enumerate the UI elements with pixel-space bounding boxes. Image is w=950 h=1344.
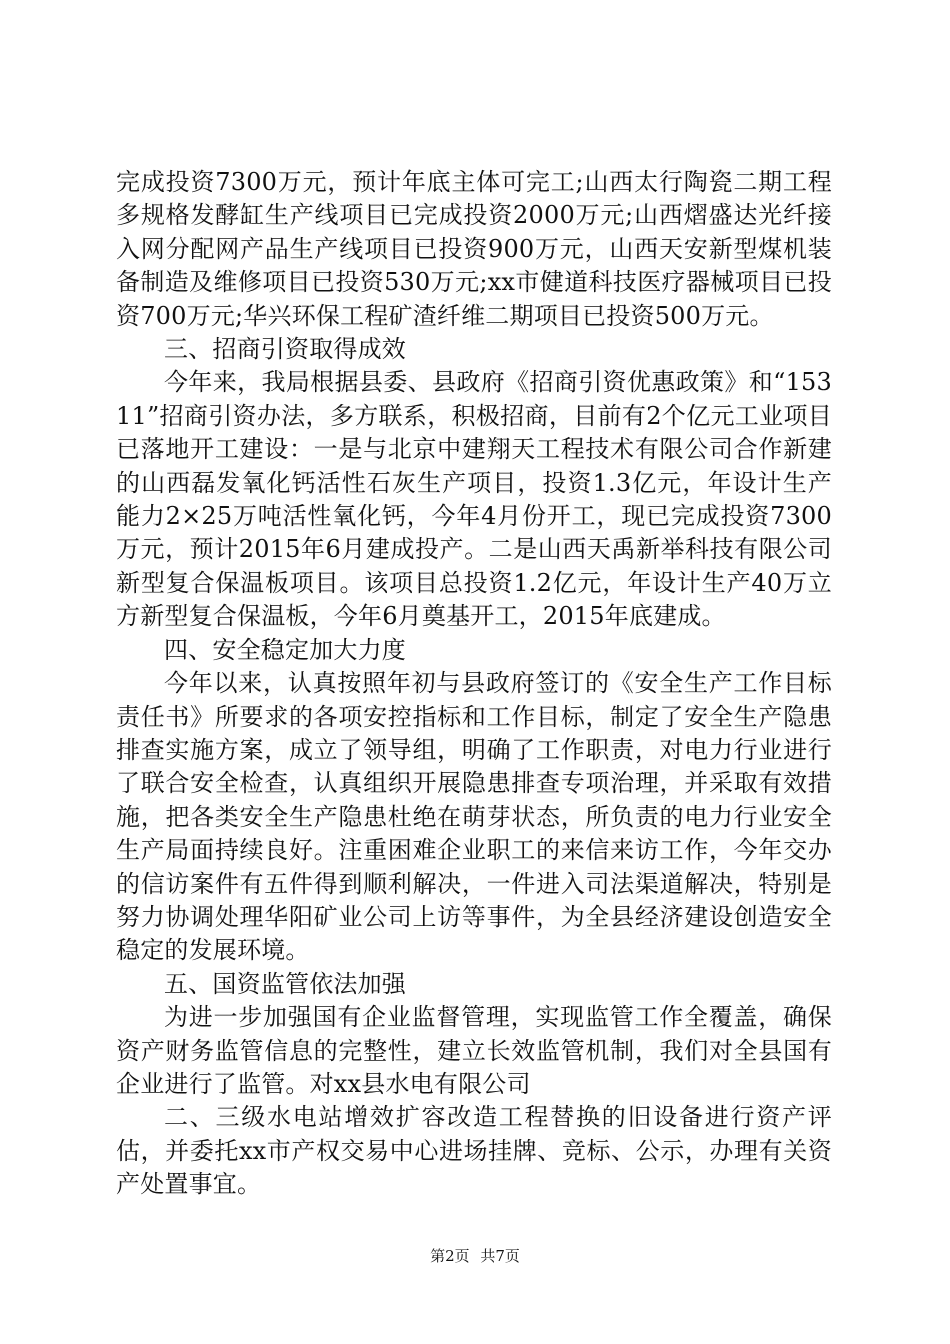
paragraph-state-asset-supervision: 为进一步加强国有企业监督管理，实现监管工作全覆盖，确保资产财务监管信息的完整性，建立长效监管机制，我们对全县国有企业进行了监管。对xx县水电有限公司 bbox=[116, 1003, 832, 1098]
section-heading-state-asset-supervision: 五、国资监管依法加强 bbox=[164, 969, 406, 998]
paragraph-investment-progress: 完成投资7300万元，预计年底主体可完工;山西太行陶瓷二期工程多规格发酵缸生产线项目已完成投资2000万元;山西熠盛达光纤接入网分配网产品生产线项目已投资900万元，山西天安新型煤机装备制造及维修项目已投资530万元;xx市健道科技医疗器械项目已投资700万元;华兴环保工程矿渣纤维二期项目已投资500万元。 bbox=[116, 168, 832, 330]
paragraph-investment-attraction: 今年来，我局根据县委、县政府《招商引资优惠政策》和“15311”招商引资办法，多方联系，积极招商，目前有2个亿元工业项目已落地开工建设：一是与北京中建翔天工程技术有限公司合作新建的山西磊发氧化钙活性石灰生产项目，投资1.3亿元，年设计生产能力2×25万吨活性氧化钙，今年4月份开工，现已完成投资7300万元，预计2015年6月建成投产。二是山西天禹新举科技有限公司新型复合保温板项目。该项目总投资1.2亿元，年设计生产40万立方新型复合保温板，今年6月奠基开工，2015年底建成。 bbox=[116, 368, 832, 631]
total-pages: 共7页 bbox=[480, 1247, 520, 1265]
paragraph-safety-stability: 今年以来，认真按照年初与县政府签订的《安全生产工作目标责任书》所要求的各项安控指标和工作目标，制定了安全生产隐患排查实施方案，成立了领导组，明确了工作职责，对电力行业进行了联合安全检查，认真组织开展隐患排查专项治理，并采取有效措施，把各类安全生产隐患杜绝在萌芽状态，所负责的电力行业安全生产局面持续良好。注重困难企业职工的来信来访工作，今年交办的信访案件有五件得到顺利解决，一件进入司法渠道解决，特别是努力协调处理华阳矿业公司上访等事件，为全县经济建设创造安全稳定的发展环境。 bbox=[116, 669, 832, 965]
page-footer bbox=[0, 1246, 950, 1266]
section-heading-investment-attraction: 三、招商引资取得成效 bbox=[164, 335, 406, 364]
section-heading-safety-stability: 四、安全稳定加大力度 bbox=[164, 635, 406, 664]
paragraph-hydropower-assets: 二、三级水电站增效扩容改造工程替换的旧设备进行资产评估，并委托xx市产权交易中心进场挂牌、竞标、公示，办理有关资产处置事宜。 bbox=[116, 1103, 832, 1199]
document-body bbox=[116, 166, 832, 1202]
page-number: 第2页 bbox=[430, 1247, 470, 1265]
